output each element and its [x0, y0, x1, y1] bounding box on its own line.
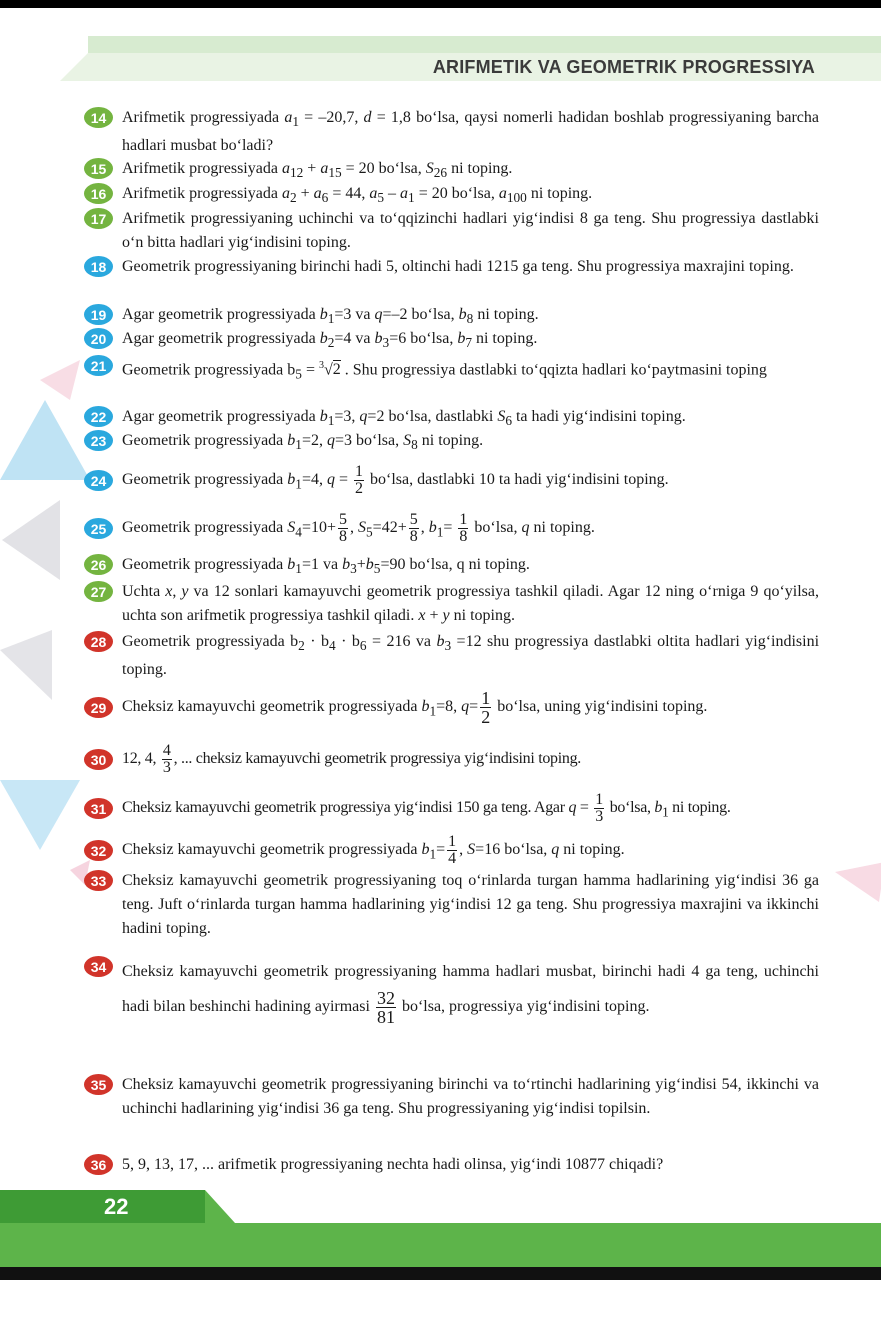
problem-text: Geometrik progressiyada $b_1=4$, q = $\frac{1}{2}$ bo‘lsa, dastlabki 10 ta hadi yig‘indisini toping.: [122, 462, 669, 497]
problem-23: [84, 429, 819, 457]
problem-text: Arifmetik progressiyada $a_1 = -20,7$, d = 1,8 bo‘lsa, qaysi nomerli hadidan boshlab progressiyaning barcha hadlari musbat bo‘ladi?: [122, 109, 820, 155]
problem-30: [84, 733, 819, 785]
fraction: $\frac{1}{4}$: [448, 832, 457, 867]
problem-text: Geometrik progressiyada $b_1=1$ va $b_3+b_5=90$ bo‘lsa, q ni toping.: [122, 556, 530, 577]
problem-text: Arifmetik progressiyada $a_{12} + a_{15} = 20$ bo‘lsa, $S_{26}$ ni toping.: [122, 160, 513, 181]
problem-17: [84, 207, 819, 255]
problem-number: 18: [84, 256, 113, 277]
problem-text: Geometrik progressiyada $b_2 \cdot b_4 \cdot b_6 = 216$ va $b_3 =12$ shu progressiya dastlabki oltita hadlari yig‘indisini toping.: [122, 633, 820, 679]
problem-text: Arifmetik progressiyada $a_2 + a_6 = 44$, $a_5 - a_1 = 20$ bo‘lsa, $a_{100}$ ni toping.: [122, 185, 593, 206]
page-title: ARIFMETIK VA GEOMETRIK PROGRESSIYA: [432, 57, 815, 77]
problem-text: Agar geometrik progressiyada $b_2=4$ va $b_3=6$ bo‘lsa, $b_7$ ni toping.: [122, 330, 538, 351]
problem-text: 12, 4, $\frac{4}{3}$ , ... cheksiz kamayuvchi geometrik progressiya yig‘indisini toping.: [122, 741, 581, 776]
decorative-triangle-right: [835, 862, 881, 912]
page-number: 22: [104, 1194, 129, 1219]
problem-number: 36: [84, 1154, 113, 1175]
problem-text: Arifmetik progressiyaning uchinchi va to‘qqizinchi hadlari yig‘indisi 8 ga teng. Shu progressiya dastlabki o‘n bitta hadlari yig‘indisini toping.: [122, 210, 819, 251]
problem-text: Geometrik progressiyada $S_4=10+$ $\frac{5}{8}$ , $S_5=42+$ $\frac{5}{8}$ , $b_1=$ $\frac{1}{8}$ bo‘lsa, q ni toping.: [122, 510, 595, 545]
problem-26: [84, 553, 819, 580]
problem-number: 25: [84, 518, 113, 539]
problem-number: 27: [84, 581, 113, 602]
problem-16: [84, 182, 819, 207]
problem-28: [84, 630, 819, 681]
problem-21: [84, 354, 819, 405]
problem-text: Geometrik progressiyaning birinchi hadi 5, oltinchi hadi 1215 ga teng. Shu progressiya maxrajini toping.: [122, 258, 794, 275]
fraction: $\frac{1}{3}$: [595, 790, 603, 825]
problem-number: 19: [84, 304, 113, 325]
problem-number: 31: [84, 798, 113, 819]
problem-35: [84, 1073, 819, 1153]
problem-15: [84, 157, 819, 182]
problem-number: 15: [84, 158, 113, 179]
footer-tab: [0, 1190, 205, 1223]
problem-text: Cheksiz kamayuvchi geometrik progressiyaning birinchi va to‘rtinchi hadlarining yig‘indisi 54, ikkinchi va uchinchi hadlarining yig‘indisi 36 ga teng. Shu progressiyaning yig‘indisi topilsin.: [122, 1076, 819, 1117]
problem-number: 16: [84, 183, 113, 204]
problem-number: 35: [84, 1074, 113, 1095]
bottom-border: [0, 1267, 881, 1280]
problem-29: [84, 681, 819, 733]
problem-33: [84, 869, 819, 955]
problem-text: Agar geometrik progressiyada $b_1=3$, q=2 bo‘lsa, dastlabki $S_6$ ta hadi yig‘indisini toping.: [122, 408, 686, 429]
problem-number: 29: [84, 697, 113, 718]
problem-number: 30: [84, 749, 113, 770]
problem-number: 17: [84, 208, 113, 229]
problem-36: [84, 1153, 819, 1179]
header-band-light: [88, 36, 881, 53]
problem-27: [84, 580, 819, 630]
footer-notch: [205, 1190, 881, 1223]
problem-number: 32: [84, 840, 113, 861]
problem-text: Cheksiz kamayuvchi geometrik progressiya yig‘indisi 150 ga teng. Agar q = $\frac{1}{3}$ bo‘lsa, $b_1$ ni toping.: [122, 790, 731, 825]
problem-number: 22: [84, 406, 113, 427]
problem-number: 26: [84, 554, 113, 575]
fraction: $\frac{1}{2}$: [481, 687, 491, 727]
grey-triangle: [2, 500, 60, 580]
problem-text: Cheksiz kamayuvchi geometrik progressiyaning toq o‘rinlarda turgan hamma hadlarining yig‘indisi 36 ga teng. Juft o‘rinlarda turgan hamma hadlarining yig‘indisi 12 ga teng. Shu progressiya maxrajini va ikkinchi hadini toping.: [122, 872, 819, 937]
problem-text: Geometrik progressiyada $b_1=2$, q=3 bo‘lsa, $S_8$ ni toping.: [122, 432, 484, 453]
problem-19: [84, 303, 819, 327]
fraction: $\frac{5}{8}$: [409, 510, 418, 545]
problem-text: Cheksiz kamayuvchi geometrik progressiyaning hamma hadlari musbat, birinchi hadi 4 ga teng, uchinchi hadi bilan beshinchi hadining ayirmasi $\frac{32}{81}$ bo‘lsa, progressiya yig‘indisini toping.: [122, 963, 819, 1027]
fraction: $\frac{1}{8}$: [459, 510, 468, 545]
problem-32: [84, 831, 819, 869]
problem-number: 23: [84, 430, 113, 451]
top-border: [0, 0, 881, 8]
fraction: $\frac{5}{8}$: [339, 510, 347, 545]
problem-number: 28: [84, 631, 113, 652]
problem-number: 24: [84, 470, 113, 491]
fraction: $\frac{4}{3}$: [162, 741, 171, 776]
problem-list: [84, 106, 819, 1179]
problem-24: [84, 457, 819, 503]
problem-text: Cheksiz kamayuvchi geometrik progressiyada $b_1=$ $\frac{1}{4}$ , S=16 bo‘lsa, q ni toping.: [122, 832, 625, 867]
pink-triangle: [40, 360, 80, 400]
problem-text: Uchta x, y va 12 sonlari kamayuvchi geometrik progressiya tashkil qiladi. Agar 12 ning o‘rniga 9 qo‘yilsa, uchta son arifmetik progressiya tashkil qiladi. x + y ni toping.: [122, 583, 819, 624]
fraction: $\frac{1}{2}$: [355, 462, 364, 497]
problem-25: [84, 503, 819, 553]
problem-22: [84, 405, 819, 429]
blue-triangle-2: [0, 780, 80, 850]
blue-triangle: [0, 400, 90, 480]
problem-text: Agar geometrik progressiyada $b_1=3$ va q=–2 bo‘lsa, $b_8$ ni toping.: [122, 306, 539, 327]
problem-31: [84, 785, 819, 831]
problem-34: [84, 955, 819, 1073]
problem-number: 20: [84, 328, 113, 349]
problem-text: 5, 9, 13, 17, ... arifmetik progressiyaning nechta hadi olinsa, yig‘indi 10877 chiqadi?: [122, 1156, 664, 1173]
problem-number: 33: [84, 870, 113, 891]
problem-14: [84, 106, 819, 157]
grey-triangle-2: [0, 630, 52, 700]
problem-20: [84, 327, 819, 354]
problem-text: Cheksiz kamayuvchi geometrik progressiyada $b_1=8$, q= $\frac{1}{2}$ bo‘lsa, uning yig‘indisini toping.: [122, 687, 708, 727]
fraction: $\frac{32}{81}$: [376, 988, 395, 1027]
problem-number: 21: [84, 355, 113, 376]
problem-number: 34: [84, 956, 113, 977]
problem-number: 14: [84, 107, 113, 128]
problem-18: [84, 255, 819, 303]
problem-text: Geometrik progressiyada $b_5 = ^3√2$ . Shu progressiya dastlabki to‘qqizta hadlari ko‘paytmasini toping: [122, 360, 767, 382]
